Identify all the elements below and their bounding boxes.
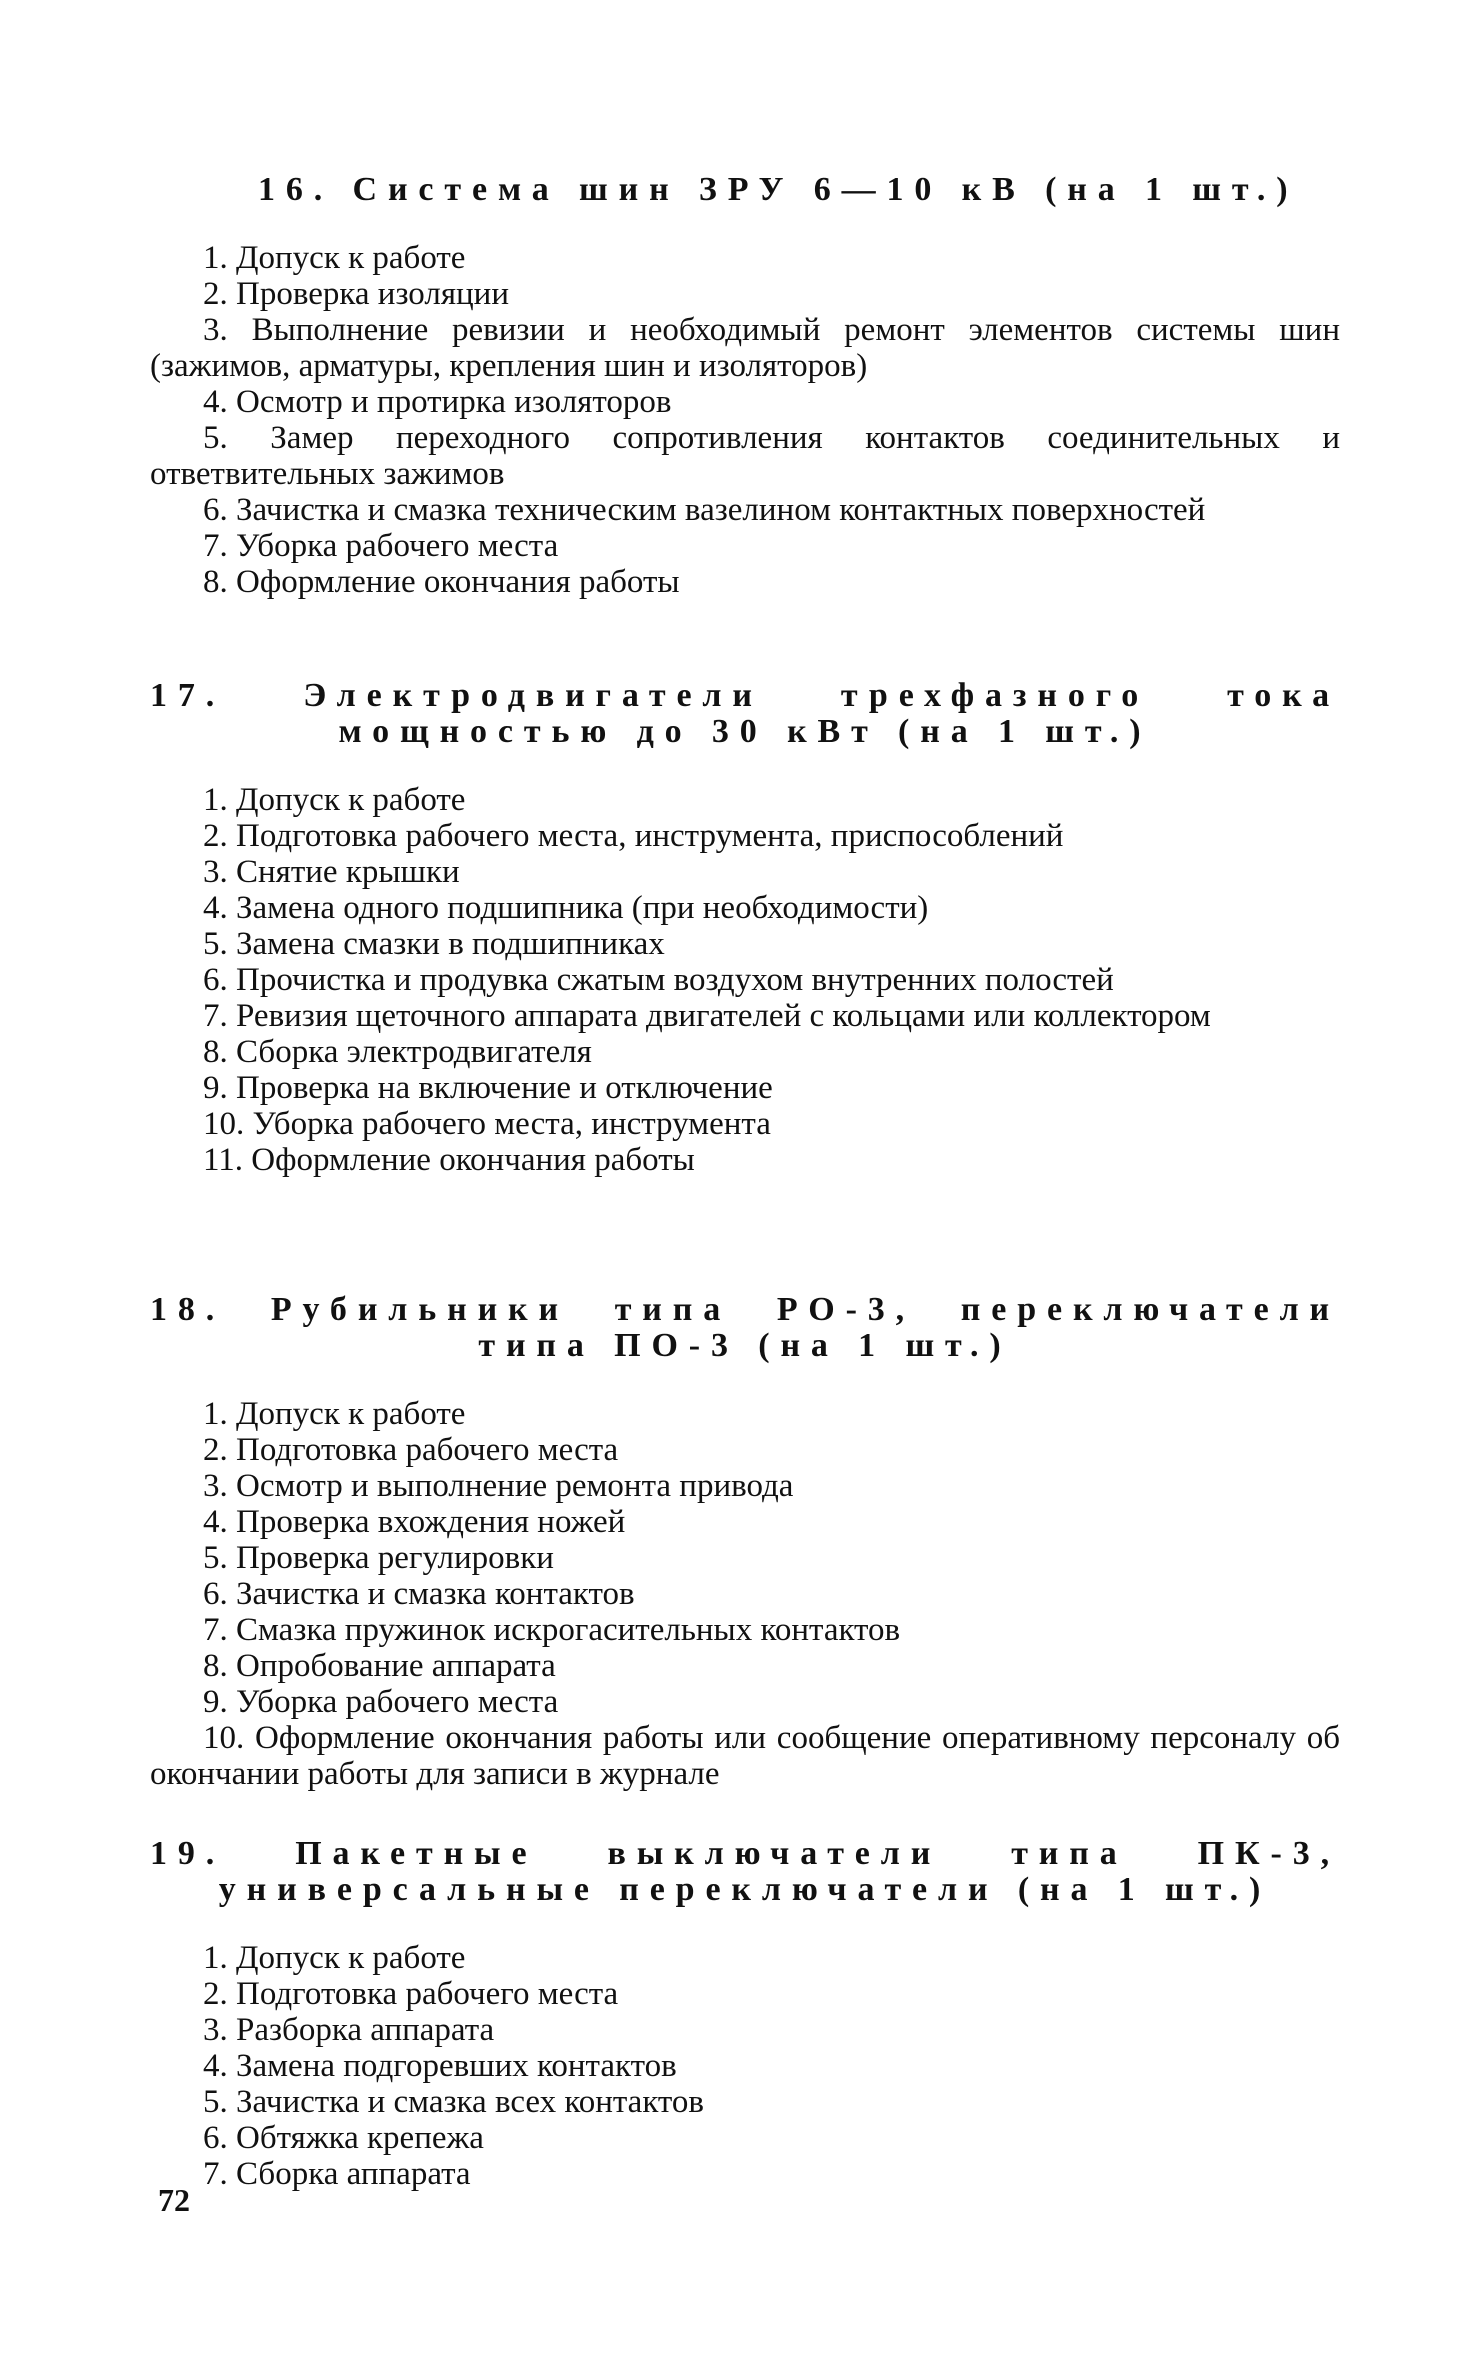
item-list [150,1940,1340,2192]
list-item: 2. Подготовка рабочего места, инструмента, приспособлений [203,818,1064,854]
item-list [150,1396,1340,1792]
list-item: 2. Проверка изоляции [203,276,509,312]
list-item: 7. Уборка рабочего места [203,528,559,564]
section-title: 18. Рубильники типа РО-3, переключатели типа ПО-3 (на 1 шт.) [150,1291,1340,1364]
list-item: 7. Сборка аппарата [203,2156,471,2192]
list-item: 8. Опробование аппарата [203,1648,556,1684]
list-item: 1. Допуск к работе [203,1396,466,1432]
section-title: 16. Система шин ЗРУ 6—10 кВ (на 1 шт.) [258,171,1299,208]
list-item: 8. Сборка электродвигателя [203,1034,592,1070]
list-item: 11. Оформление окончания работы [203,1142,695,1178]
list-item: 8. Оформление окончания работы [203,564,680,600]
list-item: 1. Допуск к работе [203,240,466,276]
list-item: 4. Проверка вхождения ножей [203,1504,626,1540]
list-item: 2. Подготовка рабочего места [203,1976,619,2012]
section-16 [150,172,1340,600]
list-item: 1. Допуск к работе [203,1940,466,1976]
item-list [150,782,1340,1178]
list-item: 6. Зачистка и смазка контактов [203,1576,635,1612]
list-item: 3. Снятие крышки [203,854,460,890]
list-item: 10. Уборка рабочего места, инструмента [203,1106,771,1142]
list-item: 5. Зачистка и смазка всех контактов [203,2084,704,2120]
list-item: 2. Подготовка рабочего места [203,1432,619,1468]
list-item: 10. Оформление окончания работы или сообщение оперативному персоналу об окончании работы для записи в журнале [150,1720,1340,1792]
list-item: 6. Зачистка и смазка техническим вазелином контактных поверхностей [203,492,1206,528]
list-item: 6. Обтяжка крепежа [203,2120,484,2156]
item-list [150,240,1340,600]
section-17 [150,678,1340,1178]
list-item: 3. Выполнение ревизии и необходимый ремонт элементов системы шин (зажимов, арматуры, крепления шин и изоляторов) [150,312,1340,384]
list-item: 9. Уборка рабочего места [203,1684,559,1720]
list-item: 4. Осмотр и протирка изоляторов [203,384,672,420]
section-title: 19. Пакетные выключатели типа ПК-3, универсальные переключатели (на 1 шт.) [150,1835,1340,1908]
section-19 [150,1836,1340,2192]
list-item: 5. Замена смазки в подшипниках [203,926,665,962]
list-item: 7. Ревизия щеточного аппарата двигателей с кольцами или коллектором [203,998,1211,1034]
list-item: 4. Замена подгоревших контактов [203,2048,677,2084]
list-item: 6. Прочистка и продувка сжатым воздухом внутренних полостей [203,962,1114,998]
section-18 [150,1292,1340,1792]
list-item: 1. Допуск к работе [203,782,466,818]
list-item: 5. Замер переходного сопротивления контактов соединительных и ответвительных зажимов [150,420,1340,492]
list-item: 9. Проверка на включение и отключение [203,1070,773,1106]
list-item: 5. Проверка регулировки [203,1540,554,1576]
list-item: 3. Разборка аппарата [203,2012,495,2048]
list-item: 4. Замена одного подшипника (при необходимости) [203,890,929,926]
section-title: 17. Электродвигатели трехфазного тока мощностью до 30 кВт (на 1 шт.) [150,677,1340,750]
list-item: 7. Смазка пружинок искрогасительных контактов [203,1612,901,1648]
page-number: 72 [158,2182,190,2218]
list-item: 3. Осмотр и выполнение ремонта привода [203,1468,794,1504]
